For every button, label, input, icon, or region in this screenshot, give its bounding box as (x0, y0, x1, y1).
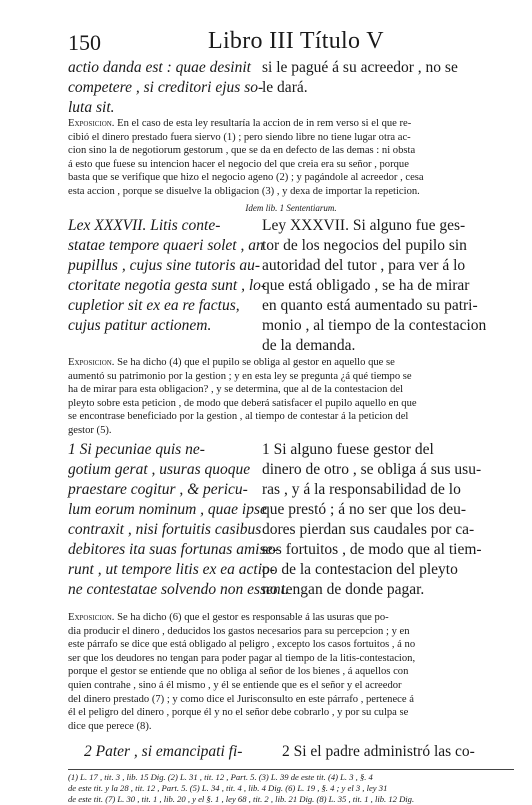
text-line: aumentó su patrimonio por la gestion ; y en esta ley se pregunta ¿á qué tiempo se (68, 370, 412, 382)
text-line: porque el gestor se entiende que no obliga al señor de los bienes , á aquellos con (68, 666, 409, 678)
text-line: á esto que fuese su intencion hacer el negocio del que creia era su señor , porque (68, 158, 409, 170)
text-line: competere , si creditori ejus so- (68, 79, 264, 96)
text-line: Ley XXXVII. Si alguno fue ges- (262, 217, 466, 234)
text-line: ne contestatae solvendo non essent. (68, 581, 289, 598)
text-line: pupillus , cujus sine tutoris au- (68, 257, 261, 274)
text-line: si le pagué á su acreedor , no se (262, 59, 458, 76)
text-line: que prestó ; á no ser que los deu- (262, 501, 467, 518)
text-line: po de la contestacion del pleyto (262, 561, 458, 578)
text-line: le dará. (262, 79, 308, 96)
section-2-latin: 2 Pater , si emancipati fi- (84, 743, 243, 760)
text-line: runt , ut tempore litis ex ea actio- (68, 561, 275, 578)
exposicion-label: Exposicion. (68, 612, 115, 623)
text-line: dice que perece (8). (68, 720, 152, 732)
text-line: Se ha dicho (4) que el pupilo se obliga al gestor en aquello que se (117, 357, 395, 368)
text-line: En el caso de esta ley resultaría la accion de in rem verso si el que re- (117, 118, 412, 129)
exposicion-label: Exposicion. (68, 357, 115, 368)
text-line: de la demanda. (262, 337, 356, 354)
text-line: ras , y á la responsabilidad de lo (262, 481, 461, 498)
text-line: dinero de otro , se obliga á sus usu- (262, 461, 482, 478)
text-line: 1 Si pecuniae quis ne- (68, 441, 205, 458)
text-line: statae tempore quaeri solet , an (68, 237, 264, 254)
footnote-line: de este tit. y la 28 , tit. 12 , Part. 5. (5) L. 34 , tit. 4 , lib. 4 Dig. (6) L. 19 , §. 4 ; y el 3 , ley 31 (68, 783, 388, 793)
text-line: Se ha dicho (6) que el gestor es responsable á las usuras que po- (117, 612, 389, 623)
text-line: contraxit , nisi fortuitis casibus (68, 521, 262, 538)
text-line: se encontrase beneficiado por la gestion , al tiempo de contestar á la peticion del (68, 411, 409, 423)
section-1-latin (68, 440, 289, 600)
text-line: praestare cogitur , & pericu- (68, 481, 248, 498)
page-number: 150 (68, 30, 101, 55)
text-line: del dinero prestado (7) ; y como dice el Jurisconsulto en este párrafo , pertenece á (68, 693, 414, 705)
text-line: cion sino la de negotiorum gestorum , que se da en defecto de las demas : ni obsta (68, 145, 416, 157)
text-line: en quanto está aumentado su patri- (262, 297, 478, 314)
text-line: ser que los deudores no tengan para poder pagar al tiempo de la litis-contestacion, (68, 652, 416, 664)
text-line: 1 Si alguno fuese gestor del (262, 441, 434, 458)
exposicion-label: Exposicion. (68, 118, 115, 129)
footnotes (68, 772, 514, 805)
text-line: quien contrahe , sino á él mismo , y él se entiende que es el señor y el acreedor (68, 679, 402, 691)
section-1-spanish (262, 440, 514, 600)
text-line: que está obligado , se ha de mirar (262, 277, 470, 294)
text-line: no tengan de donde pagar. (262, 581, 425, 598)
text-line: autoridad del tutor , para ver á lo (262, 257, 466, 274)
source-citation: Idem lib. 1 Sententiarum. (245, 203, 337, 213)
footnote-divider (68, 769, 514, 770)
text-line: monio , al tiempo de la contestacion (262, 317, 487, 334)
text-line: gestor (5). (68, 424, 112, 436)
text-line: dores pierdan sus caudales por ca- (262, 521, 475, 538)
text-line: gotium gerat , usuras quoque (68, 461, 251, 478)
text-line: cibió el dinero prestado fuera siervo (1) ; pero siendo libre no tiene lugar otra ac- (68, 131, 411, 143)
text-line: luta sit. (68, 99, 115, 116)
exposicion-paragraph-2 (68, 356, 514, 438)
text-line: pleyto sobre esta peticion , de modo que deberá satisfacer el pupilo aquello en que (68, 397, 417, 409)
text-line: lum eorum nominum , quae ipse (68, 501, 267, 518)
text-line: basta que se verifique que hizo el negocio ageno (2) ; y pagándole al acreedor , cesa (68, 172, 424, 184)
exposicion-paragraph-1 (68, 117, 514, 199)
text-line: debitores ita suas fortunas amise- (68, 541, 278, 558)
footnote-line: (1) L. 17 , tit. 3 , lib. 15 Dig. (2) L. 31 , tit. 12 , Part. 5. (3) L. 39 de este tit. (4) L. 3 , §. 4 (68, 772, 373, 782)
lex-37-latin (68, 216, 273, 336)
text-line: él el peligro del dinero , porque él y no el señor debe cobrarlo , y por su culpa se (68, 707, 409, 719)
ley-37-spanish (262, 216, 514, 356)
text-line: cujus patitur actionem. (68, 317, 212, 334)
text-line: ctoritate negotia gesta sunt , lo- (68, 277, 267, 294)
running-title: Libro III Título V (208, 28, 384, 54)
section-2-spanish: 2 Si el padre administró las co- (282, 743, 475, 760)
text-line: tor de los negocios del pupilo sin (262, 237, 467, 254)
text-line: dia producir el dinero , deducidos los gastos necesarios para su percepcion ; y en (68, 625, 410, 637)
text-line: este párrafo se dice que está obligado al peligro , excepto los casos fortuitos , á no (68, 639, 416, 651)
exposicion-paragraph-3 (68, 611, 514, 733)
top-spanish-column (262, 58, 514, 98)
text-line: ha de mirar para esta obligacion? , y se determina, que al de la contestacion del (68, 384, 404, 396)
text-line: Lex XXXVII. Litis conte- (68, 217, 221, 234)
footnote-line: de este tit. (7) L. 30 , tit. 1 , lib. 20 , y el §. 1 , ley 68 , tit. 2 , lib. 21 Dig. (8) L. 35 , tit. 1 , lib. 12 Dig. (68, 794, 415, 804)
text-line: esta accion , porque se disuelve la obligacion (3) , y dexa de importar la repeticion. (68, 185, 420, 197)
running-header (68, 26, 470, 58)
text-line: actio danda est : quae desinit (68, 59, 251, 76)
text-line: cupletior sit ex ea re factus, (68, 297, 240, 314)
top-latin-column (68, 58, 278, 118)
text-line: sos fortuitos , de modo que al tiem- (262, 541, 482, 558)
